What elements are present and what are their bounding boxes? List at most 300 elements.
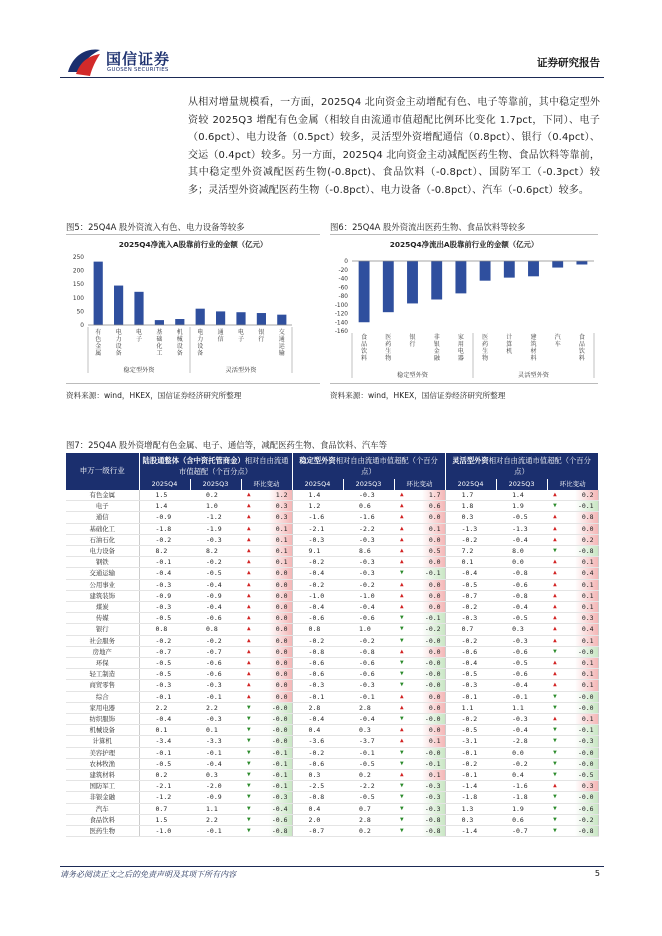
- change-cell: [241, 826, 292, 837]
- up-arrow-icon: ▲: [247, 636, 251, 644]
- change-cell: [241, 523, 292, 534]
- change-value: -0.0: [577, 748, 594, 757]
- industry-cell: 美容护理: [66, 747, 139, 758]
- change-value: -0.0: [577, 759, 594, 768]
- change-cell: [241, 792, 292, 803]
- value-cell: -1.2: [190, 512, 241, 523]
- down-arrow-icon: ▼: [553, 804, 557, 812]
- change-cell: [547, 646, 598, 657]
- change-value: 0.1: [275, 524, 288, 533]
- value-cell: -0.9: [139, 512, 190, 523]
- x-tick-label: 医药生物: [385, 334, 392, 362]
- allocation-table: [66, 453, 599, 837]
- change-cell: [394, 691, 445, 702]
- table-caption: 图7：25Q4A 股外资增配有色金属、电子、通信等，减配医药生物、食品饮料、汽车等: [66, 440, 388, 450]
- down-arrow-icon: ▼: [553, 793, 557, 801]
- industry-cell: 基础化工: [66, 523, 139, 534]
- table-row: [66, 691, 598, 702]
- change-value: -0.3: [424, 804, 441, 813]
- down-arrow-icon: ▼: [553, 827, 557, 835]
- industry-cell: 汽车: [66, 803, 139, 814]
- figure6-box: [330, 234, 598, 384]
- change-value: 1.7: [428, 491, 441, 499]
- change-cell: [547, 803, 598, 814]
- change-value: -0.8: [424, 827, 441, 836]
- table-row: [66, 579, 598, 590]
- change-cell: [241, 736, 292, 747]
- down-arrow-icon: ▼: [247, 771, 251, 779]
- change-value: -0.0: [271, 737, 288, 746]
- change-cell: [241, 501, 292, 512]
- down-arrow-icon: ▼: [400, 748, 404, 756]
- value-cell: -1.6: [343, 512, 394, 523]
- change-value: -0.0: [271, 703, 288, 712]
- table-row: [66, 803, 598, 814]
- change-value: 0.1: [581, 636, 594, 645]
- change-value: 0.1: [581, 591, 594, 600]
- up-arrow-icon: ▲: [247, 681, 251, 689]
- industry-cell: 国防军工: [66, 781, 139, 792]
- down-arrow-icon: ▼: [553, 726, 557, 734]
- change-value: -0.0: [271, 726, 288, 735]
- y-tick-label: -60: [338, 285, 348, 292]
- value-cell: -0.2: [445, 635, 496, 646]
- change-cell: [394, 770, 445, 781]
- industry-cell: 综合: [66, 691, 139, 702]
- change-cell: [547, 658, 598, 669]
- chart-bar: [383, 261, 394, 312]
- industry-cell: 纺织服饰: [66, 714, 139, 725]
- up-arrow-icon: ▲: [400, 513, 404, 521]
- change-cell: [241, 691, 292, 702]
- change-cell: [241, 669, 292, 680]
- value-cell: 1.9: [496, 501, 547, 512]
- up-arrow-icon: ▲: [247, 659, 251, 667]
- value-cell: 2.2: [190, 814, 241, 825]
- x-tick-label: 家用电器: [457, 334, 464, 362]
- up-arrow-icon: ▲: [553, 535, 557, 543]
- value-cell: -2.2: [343, 781, 394, 792]
- change-cell: [394, 803, 445, 814]
- up-arrow-icon: ▲: [247, 535, 251, 543]
- change-value: -0.1: [424, 614, 441, 623]
- industry-cell: 石油石化: [66, 534, 139, 545]
- logo-text-cn: 国信证券: [106, 50, 171, 68]
- table-row: [66, 624, 598, 635]
- change-value: 0.6: [428, 502, 441, 511]
- value-cell: 1.4: [292, 490, 343, 501]
- value-cell: -0.1: [139, 747, 190, 758]
- change-cell: [241, 635, 292, 646]
- value-cell: -0.1: [445, 691, 496, 702]
- change-value: 0.1: [275, 547, 288, 556]
- page-number: 5: [594, 869, 600, 878]
- value-cell: -3.7: [343, 736, 394, 747]
- down-arrow-icon: ▼: [553, 647, 557, 655]
- value-cell: 0.7: [139, 803, 190, 814]
- value-cell: -3.4: [139, 736, 190, 747]
- value-cell: -0.5: [445, 579, 496, 590]
- value-cell: -0.6: [292, 613, 343, 624]
- change-value: 0.2: [581, 535, 594, 544]
- industry-cell: 非银金融: [66, 792, 139, 803]
- value-cell: 1.1: [190, 803, 241, 814]
- change-cell: [394, 747, 445, 758]
- x-tick-label: 银行: [258, 329, 265, 343]
- change-value: 0.0: [275, 692, 288, 701]
- change-cell: [394, 602, 445, 613]
- value-cell: 2.8: [343, 814, 394, 825]
- up-arrow-icon: ▲: [247, 692, 251, 700]
- change-cell: [241, 758, 292, 769]
- value-cell: 9.1: [292, 546, 343, 557]
- change-cell: [394, 658, 445, 669]
- value-cell: 0.2: [343, 826, 394, 837]
- value-cell: -0.2: [139, 534, 190, 545]
- change-cell: [547, 635, 598, 646]
- x-tick-label: 计算机: [506, 334, 513, 355]
- value-cell: 0.3: [190, 770, 241, 781]
- value-cell: -0.7: [190, 646, 241, 657]
- change-cell: [547, 736, 598, 747]
- value-cell: 0.8: [139, 624, 190, 635]
- change-cell: [394, 781, 445, 792]
- change-value: 0.1: [428, 771, 441, 780]
- value-cell: 2.8: [343, 702, 394, 713]
- change-cell: [394, 680, 445, 691]
- chart-bar: [576, 261, 587, 265]
- x-tick-label: 交通运输: [278, 329, 285, 357]
- table-row: [66, 568, 598, 579]
- value-cell: -0.8: [496, 568, 547, 579]
- change-value: 0.0: [275, 647, 288, 656]
- col-header: 2025Q3: [496, 479, 547, 490]
- up-arrow-icon: ▲: [247, 670, 251, 678]
- industry-cell: 商贸零售: [66, 680, 139, 691]
- value-cell: -0.3: [292, 680, 343, 691]
- change-cell: [547, 523, 598, 534]
- value-cell: 2.0: [292, 814, 343, 825]
- down-arrow-icon: ▼: [400, 815, 404, 823]
- up-arrow-icon: ▲: [400, 502, 404, 510]
- value-cell: -0.5: [139, 758, 190, 769]
- up-arrow-icon: ▲: [553, 636, 557, 644]
- col-header: 环比变动: [241, 479, 292, 490]
- down-arrow-icon: ▼: [247, 715, 251, 723]
- change-cell: [241, 568, 292, 579]
- change-cell: [394, 702, 445, 713]
- change-value: 0.1: [275, 535, 288, 544]
- change-cell: [547, 680, 598, 691]
- change-value: -0.0: [424, 636, 441, 645]
- col-header: 环比变动: [547, 479, 598, 490]
- down-arrow-icon: ▼: [400, 782, 404, 790]
- value-cell: -0.6: [190, 658, 241, 669]
- value-cell: -1.9: [190, 523, 241, 534]
- change-cell: [241, 680, 292, 691]
- change-value: -0.0: [577, 692, 594, 701]
- change-cell: [241, 646, 292, 657]
- change-cell: [241, 725, 292, 736]
- industry-cell: 公用事业: [66, 579, 139, 590]
- value-cell: -0.4: [343, 714, 394, 725]
- down-arrow-icon: ▼: [553, 771, 557, 779]
- change-value: -0.5: [577, 771, 594, 780]
- value-cell: -0.4: [292, 714, 343, 725]
- value-cell: -0.6: [190, 669, 241, 680]
- down-arrow-icon: ▼: [400, 827, 404, 835]
- x-tick-label: 通信: [217, 329, 224, 343]
- down-arrow-icon: ▼: [247, 815, 251, 823]
- change-cell: [547, 781, 598, 792]
- value-cell: -0.8: [292, 792, 343, 803]
- x-tick-label: 电力设备: [197, 329, 204, 357]
- change-cell: [241, 579, 292, 590]
- value-cell: 1.4: [139, 501, 190, 512]
- change-cell: [547, 557, 598, 568]
- value-cell: 8.6: [343, 546, 394, 557]
- change-cell: [547, 747, 598, 758]
- value-cell: -0.8: [292, 646, 343, 657]
- up-arrow-icon: ▲: [553, 681, 557, 689]
- down-arrow-icon: ▼: [247, 782, 251, 790]
- industry-cell: 通信: [66, 512, 139, 523]
- table-row: [66, 523, 598, 534]
- value-cell: 1.5: [139, 490, 190, 501]
- y-tick-label: 50: [76, 309, 84, 316]
- change-value: 0.0: [275, 636, 288, 645]
- value-cell: 0.3: [445, 512, 496, 523]
- change-value: 0.1: [581, 670, 594, 679]
- value-cell: -0.3: [445, 613, 496, 624]
- down-arrow-icon: ▼: [400, 670, 404, 678]
- value-cell: -0.4: [343, 602, 394, 613]
- value-cell: -0.2: [445, 714, 496, 725]
- value-cell: -0.7: [139, 646, 190, 657]
- value-cell: -0.6: [190, 613, 241, 624]
- industry-cell: 食品饮料: [66, 814, 139, 825]
- up-arrow-icon: ▲: [553, 715, 557, 723]
- change-value: -0.0: [577, 703, 594, 712]
- value-cell: -0.1: [190, 747, 241, 758]
- up-arrow-icon: ▲: [400, 603, 404, 611]
- chart-bar: [431, 261, 442, 300]
- industry-cell: 有色金属: [66, 490, 139, 501]
- change-cell: [547, 613, 598, 624]
- value-cell: 7.2: [445, 546, 496, 557]
- change-value: 0.3: [275, 513, 288, 522]
- value-cell: 8.2: [190, 546, 241, 557]
- group-header-stable: 稳定型外资相对自由流通市值超配（个百分点）: [292, 453, 445, 479]
- down-arrow-icon: ▼: [553, 759, 557, 767]
- figure6-source: 资料来源：wind，HKEX，国信证券经济研究所整理: [330, 391, 506, 400]
- up-arrow-icon: ▲: [400, 491, 404, 498]
- industry-header: 申万一级行业: [66, 453, 139, 490]
- change-value: -0.8: [577, 827, 594, 836]
- up-arrow-icon: ▲: [247, 547, 251, 555]
- y-tick-label: -80: [338, 294, 348, 300]
- value-cell: 0.4: [292, 725, 343, 736]
- up-arrow-icon: ▲: [247, 625, 251, 633]
- up-arrow-icon: ▲: [400, 547, 404, 555]
- industry-cell: 钢铁: [66, 557, 139, 568]
- up-arrow-icon: ▲: [553, 614, 557, 622]
- change-value: -0.0: [424, 681, 441, 690]
- up-arrow-icon: ▲: [247, 647, 251, 655]
- group-label: 稳定型外资: [397, 372, 428, 379]
- change-value: 0.1: [581, 603, 594, 612]
- chart-bar: [407, 261, 418, 303]
- change-value: -0.8: [577, 547, 594, 556]
- value-cell: -0.1: [139, 557, 190, 568]
- change-value: 0.1: [581, 558, 594, 567]
- figure5-chart: [66, 235, 320, 383]
- group-header-all: 陆股通整体（含中资托管商金）相对自由流通市值超配（个百分点）: [139, 453, 292, 479]
- up-arrow-icon: ▲: [247, 614, 251, 622]
- change-cell: [241, 590, 292, 601]
- up-arrow-icon: ▲: [553, 670, 557, 678]
- down-arrow-icon: ▼: [553, 703, 557, 711]
- change-value: -0.3: [577, 737, 594, 746]
- change-cell: [241, 602, 292, 613]
- figure5-source: 资料来源：wind，HKEX，国信证券经济研究所整理: [66, 391, 242, 400]
- down-arrow-icon: ▼: [247, 793, 251, 801]
- up-arrow-icon: ▲: [553, 558, 557, 566]
- value-cell: 0.0: [496, 747, 547, 758]
- value-cell: 0.1: [139, 725, 190, 736]
- down-arrow-icon: ▼: [400, 715, 404, 723]
- value-cell: -0.6: [292, 658, 343, 669]
- change-cell: [547, 602, 598, 613]
- change-cell: [394, 792, 445, 803]
- down-arrow-icon: ▼: [247, 726, 251, 734]
- value-cell: -0.5: [139, 669, 190, 680]
- change-value: -0.1: [271, 782, 288, 791]
- body-paragraph: 从相对增量规模看，一方面，2025Q4 北向资金主动增配有色、电子等靠前，其中稳定型外资较 2025Q3 增配有色金属（相较自由流通市值超配比例环比变化 1.7pct，下同）、电子（0.6pct）、电力设备（0.5pct）较多，灵活型外资增配通信（0.8pct）、银行（0.4pct）、交运（0.4pct）较多。另一方面，2025Q4 北向资金主动减配医药生物、食品饮料等靠前，其中稳定型外资减配医药生物(-0.8pct)、食品饮料（-0.8pct）、国防军工（-0.3pct）较多；灵活型外资减配医药生物（-0.8pct）、电力设备（-0.8pct）、汽车（-0.6pct）较多。: [188, 97, 600, 196]
- x-tick-label: 电子: [135, 329, 143, 343]
- change-cell: [394, 557, 445, 568]
- value-cell: -0.6: [292, 669, 343, 680]
- value-cell: 1.1: [445, 702, 496, 713]
- value-cell: -0.6: [292, 758, 343, 769]
- x-tick-label: 基础化工: [156, 329, 163, 357]
- value-cell: -2.5: [292, 781, 343, 792]
- down-arrow-icon: ▼: [400, 636, 404, 644]
- down-arrow-icon: ▼: [247, 759, 251, 767]
- value-cell: -0.2: [190, 557, 241, 568]
- change-value: 0.0: [275, 580, 288, 589]
- down-arrow-icon: ▼: [247, 748, 251, 756]
- change-value: 0.0: [428, 603, 441, 612]
- value-cell: -0.5: [445, 669, 496, 680]
- value-cell: -1.4: [445, 826, 496, 837]
- change-cell: [241, 613, 292, 624]
- value-cell: 8.0: [496, 546, 547, 557]
- chart-bar: [196, 309, 205, 325]
- up-arrow-icon: ▲: [553, 580, 557, 588]
- chart-bar: [455, 261, 466, 293]
- value-cell: 0.3: [445, 814, 496, 825]
- change-value: 0.0: [275, 603, 288, 612]
- value-cell: -0.4: [445, 568, 496, 579]
- figure6-chart: [330, 235, 598, 383]
- footer-divider: [60, 866, 604, 867]
- change-value: -0.2: [577, 815, 594, 824]
- industry-cell: 传媒: [66, 613, 139, 624]
- value-cell: 0.3: [292, 770, 343, 781]
- table-row: [66, 781, 598, 792]
- value-cell: -0.7: [292, 826, 343, 837]
- up-arrow-icon: ▲: [247, 558, 251, 566]
- value-cell: -0.3: [190, 534, 241, 545]
- value-cell: -0.1: [343, 747, 394, 758]
- x-tick-label: 食品饮料: [361, 334, 368, 362]
- value-cell: 0.0: [496, 557, 547, 568]
- value-cell: -1.0: [292, 590, 343, 601]
- value-cell: -0.1: [190, 826, 241, 837]
- change-cell: [547, 624, 598, 635]
- value-cell: -0.3: [343, 490, 394, 501]
- up-arrow-icon: ▲: [400, 737, 404, 745]
- change-cell: [547, 546, 598, 557]
- value-cell: 1.2: [292, 501, 343, 512]
- value-cell: -0.3: [343, 568, 394, 579]
- value-cell: -0.1: [343, 691, 394, 702]
- change-cell: [394, 646, 445, 657]
- change-value: -0.1: [271, 748, 288, 757]
- industry-cell: 房地产: [66, 646, 139, 657]
- change-cell: [394, 826, 445, 837]
- industry-cell: 电力设备: [66, 546, 139, 557]
- change-value: 1.2: [275, 491, 288, 499]
- value-cell: -1.6: [292, 512, 343, 523]
- value-cell: -0.3: [139, 602, 190, 613]
- up-arrow-icon: ▲: [553, 603, 557, 611]
- up-arrow-icon: ▲: [247, 603, 251, 611]
- table-row: [66, 669, 598, 680]
- group-header-flexible: 灵活型外资相对自由流通市值超配（个百分点）: [445, 453, 598, 479]
- down-arrow-icon: ▼: [247, 737, 251, 745]
- change-value: 0.0: [428, 726, 441, 735]
- y-tick-label: -40: [338, 276, 348, 283]
- chart-bar: [175, 319, 184, 325]
- col-header: 2025Q3: [190, 479, 241, 490]
- change-value: 0.0: [275, 591, 288, 600]
- chart-bar: [504, 261, 515, 278]
- logo-text-en: GUOSEN SECURITIES: [107, 67, 169, 73]
- change-value: 0.0: [275, 681, 288, 690]
- change-cell: [394, 512, 445, 523]
- change-cell: [241, 624, 292, 635]
- table-row: [66, 602, 598, 613]
- table-row: [66, 613, 598, 624]
- x-tick-label: 非银金融: [433, 334, 440, 362]
- table-row: [66, 702, 598, 713]
- value-cell: 1.1: [496, 702, 547, 713]
- table-row: [66, 646, 598, 657]
- change-cell: [394, 546, 445, 557]
- chart-bar: [257, 313, 266, 325]
- change-value: -0.2: [424, 625, 441, 634]
- value-cell: -0.3: [190, 714, 241, 725]
- y-tick-label: 200: [72, 268, 84, 275]
- up-arrow-icon: ▲: [247, 569, 251, 577]
- col-header: 2025Q4: [139, 479, 190, 490]
- value-cell: 0.2: [190, 490, 241, 501]
- value-cell: -0.6: [343, 613, 394, 624]
- table-row: [66, 680, 598, 691]
- value-cell: -0.1: [445, 770, 496, 781]
